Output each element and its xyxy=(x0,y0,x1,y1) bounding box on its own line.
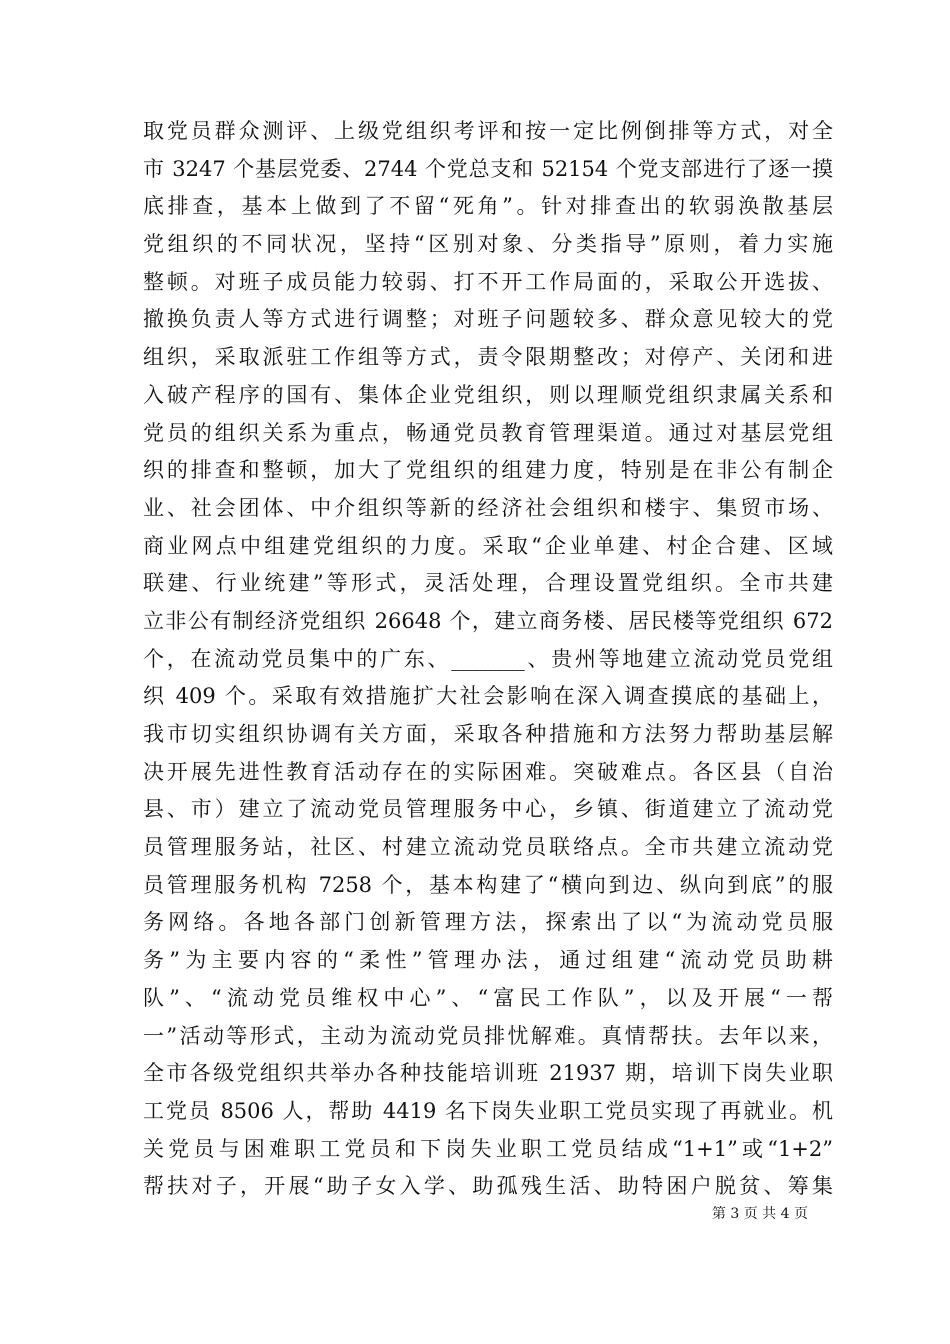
text-line: 我市切实组织协调有关方面，采取各种措施和方法努力帮助基层解 xyxy=(143,722,833,746)
text-line: 织的排查和整顿，加大了党组织的组建力度，特别是在非公有制企 xyxy=(143,458,833,483)
text-line: 关党员与困难职工党员和下岗失业职工党员结成“1+1”或“1+2” xyxy=(143,1136,833,1161)
text-line: 务”为主要内容的“柔性”管理办法，通过组建“流动党员助耕 xyxy=(143,948,833,973)
text-line: 底排查，基本上做到了不留“死角”。针对排查出的软弱涣散基层 xyxy=(143,194,833,219)
text-line: 织 409 个。采取有效措施扩大社会影响在深入调查摸底的基础上， xyxy=(143,684,833,709)
text-line: 入破产程序的国有、集体企业党组织，则以理顺党组织隶属关系和 xyxy=(143,382,833,407)
text-line: 工党员 8506 人，帮助 4419 名下岗失业职工党员实现了再就业。机 xyxy=(143,1098,833,1123)
text-line: 撤换负责人等方式进行调整；对班子问题较多、群众意见较大的党 xyxy=(143,307,833,332)
text-line: 立非公有制经济党组织 26648 个，建立商务楼、居民楼等党组织 672 xyxy=(143,608,833,633)
page-number-footer: 第 3 页 共 4 页 xyxy=(711,1206,808,1222)
text-line: 商业网点中组建党组织的力度。采取“企业单建、村企合建、区域 xyxy=(143,533,833,558)
text-line: 组织，采取派驻工作组等方式，责令限期整改；对停产、关闭和进 xyxy=(143,345,833,370)
text-line: 员管理服务站，社区、村建立流动党员联络点。全市共建立流动党 xyxy=(143,835,833,860)
text-line: 市 3247 个基层党委、2744 个党总支和 52154 个党支部进行了逐一摸 xyxy=(143,156,833,181)
text-line: 决开展先进性教育活动存在的实际困难。突破难点。各区县（自治 xyxy=(143,759,833,784)
text-line: 务网络。各地各部门创新管理方法，探索出了以“为流动党员服 xyxy=(143,910,833,935)
text-line: 队”、“流动党员维权中心”、“富民工作队”，以及开展“一帮 xyxy=(143,985,833,1010)
body-text xyxy=(143,113,833,1206)
text-line: 党员的组织关系为重点，畅通党员教育管理渠道。通过对基层党组 xyxy=(143,420,833,445)
text-line: 个，在流动党员集中的广东、_______、贵州等地建立流动党员党组 xyxy=(143,646,833,671)
text-line: 党组织的不同状况，坚持“区别对象、分类指导”原则，着力实施 xyxy=(143,232,833,257)
text-line: 县、市）建立了流动党员管理服务中心，乡镇、街道建立了流动党 xyxy=(143,797,833,822)
text-line: 员管理服务机构 7258 个，基本构建了“横向到边、纵向到底”的服 xyxy=(143,872,833,897)
text-line: 整顿。对班子成员能力较弱、打不开工作局面的，采取公开选拔、 xyxy=(143,269,833,294)
text-line: 帮扶对子，开展“助子女入学、助孤残生活、助特困户脱贫、筹集 xyxy=(143,1174,833,1199)
text-line: 联建、行业统建”等形式，灵活处理，合理设置党组织。全市共建 xyxy=(143,571,833,596)
text-line: 业、社会团体、中介组织等新的经济社会组织和楼宇、集贸市场、 xyxy=(143,495,833,520)
text-line: 取党员群众测评、上级党组织考评和按一定比例倒排等方式，对全 xyxy=(143,119,833,143)
text-line: 全市各级党组织共举办各种技能培训班 21937 期，培训下岗失业职 xyxy=(143,1061,833,1086)
text-line: 一”活动等形式，主动为流动党员排忧解难。真情帮扶。去年以来， xyxy=(143,1023,833,1048)
